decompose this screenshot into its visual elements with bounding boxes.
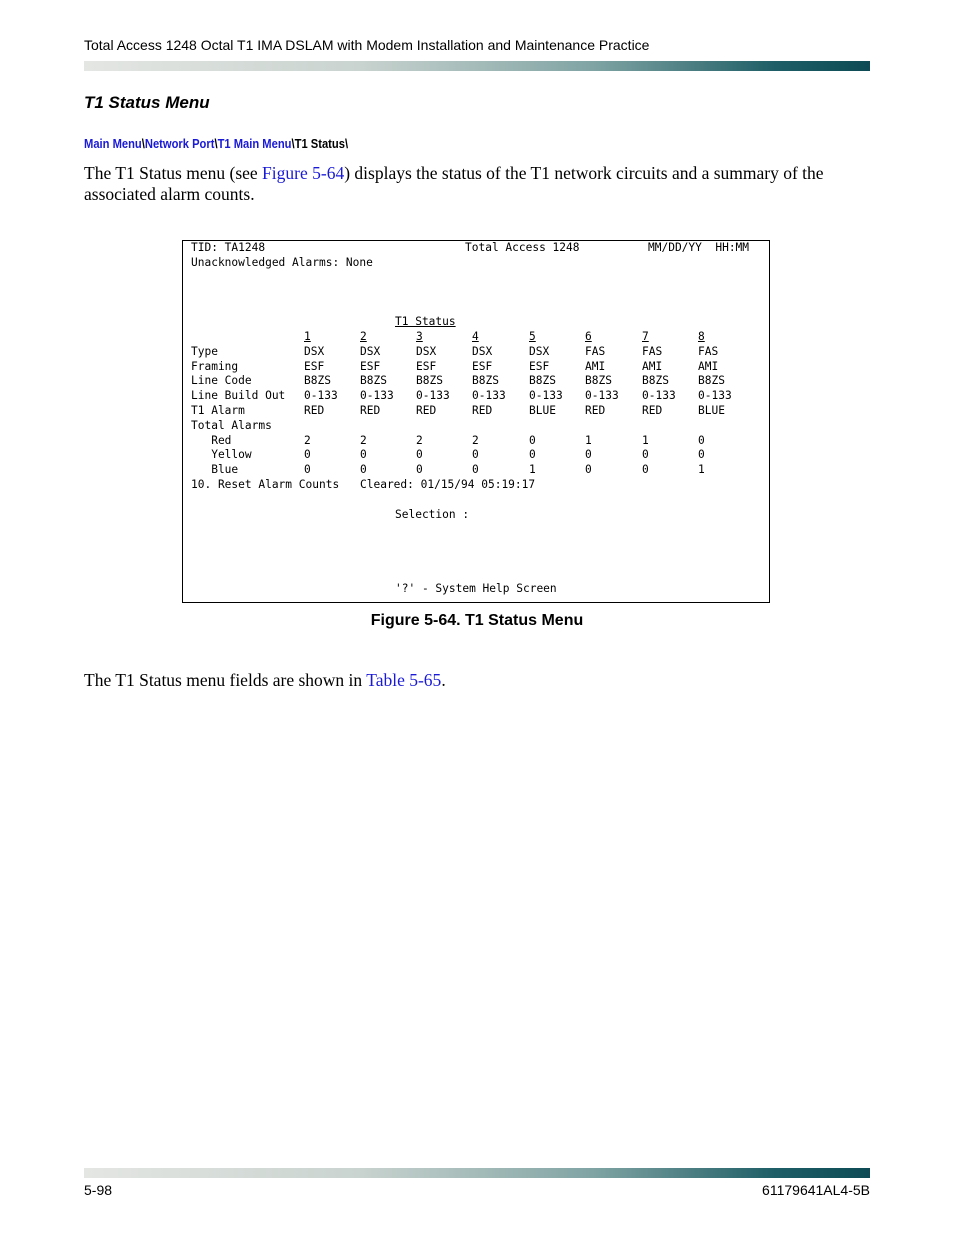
row-value: AMI: [585, 359, 606, 373]
breadcrumb-t1-main-menu[interactable]: T1 Main Menu: [217, 136, 292, 151]
row-value: 0: [529, 448, 536, 462]
terminal-product: Total Access 1248: [465, 241, 580, 254]
row-value: BLUE: [529, 404, 556, 417]
breadcrumb-separator: \: [291, 136, 295, 151]
table-link[interactable]: Table 5-65: [366, 670, 442, 690]
row-value: 1: [698, 463, 705, 477]
row-value: ESF: [416, 359, 437, 373]
row-value: RED: [472, 404, 493, 417]
row-value: 2: [360, 433, 367, 447]
row-value: 0: [304, 463, 311, 477]
page-number: 5-98: [84, 1182, 113, 1198]
row-value: 0: [416, 463, 423, 477]
row-value: ESF: [304, 359, 325, 373]
header-rule: [84, 61, 870, 71]
row-value: 0: [472, 463, 479, 477]
reset-alarm-counts-option[interactable]: 10. Reset Alarm Counts: [191, 478, 340, 491]
row-value: DSX: [304, 344, 325, 358]
row-value: 0: [585, 448, 592, 462]
row-value: RED: [304, 404, 325, 417]
outro-text: The T1 Status menu fields are shown in: [84, 670, 367, 690]
intro-paragraph: [84, 163, 864, 205]
port-header-5: 5: [529, 330, 536, 343]
row-value: 1: [642, 433, 649, 447]
row-label: Line Build Out: [191, 389, 286, 403]
row-value: B8ZS: [360, 374, 387, 388]
row-value: 0: [304, 448, 311, 462]
row-value: 2: [416, 433, 423, 447]
outro-paragraph: [84, 670, 864, 691]
terminal-screen: [182, 240, 770, 603]
row-value: B8ZS: [472, 374, 499, 388]
port-header-1: 1: [304, 330, 311, 343]
row-value: FAS: [585, 344, 606, 358]
row-value: 0-133: [529, 389, 563, 403]
row-value: B8ZS: [642, 374, 669, 388]
row-value: DSX: [472, 344, 493, 358]
row-value: 0-133: [642, 389, 676, 403]
footer-rule: [84, 1168, 870, 1178]
document-number: 61179641AL4-5B: [762, 1182, 870, 1198]
row-value: B8ZS: [585, 374, 612, 388]
cleared-timestamp: Cleared: 01/15/94 05:19:17: [360, 478, 536, 491]
terminal-tid: TID: TA1248: [191, 241, 266, 254]
row-value: 1: [585, 433, 592, 447]
row-value: 0-133: [585, 389, 619, 403]
row-value: 0-133: [304, 389, 338, 403]
port-header-7: 7: [642, 330, 649, 343]
row-value: 0: [360, 463, 367, 477]
intro-text-end: ) displays the status of the T1 network circuits and a summary of the associated alarm counts.: [84, 163, 824, 204]
row-value: 2: [304, 433, 311, 447]
outro-text-end: .: [441, 670, 446, 690]
selection-prompt[interactable]: Selection :: [395, 508, 470, 521]
row-label: Type: [191, 344, 218, 358]
row-label: Total Alarms: [191, 418, 272, 432]
row-value: 0: [698, 433, 705, 447]
port-header-4: 4: [472, 330, 479, 343]
row-value: ESF: [360, 359, 381, 373]
row-value: 0-133: [472, 389, 506, 403]
row-value: 0-133: [698, 389, 732, 403]
row-value: FAS: [698, 344, 719, 358]
row-value: B8ZS: [304, 374, 331, 388]
row-value: 0: [360, 448, 367, 462]
breadcrumb: [84, 136, 348, 151]
port-header-8: 8: [698, 330, 705, 343]
row-value: AMI: [698, 359, 719, 373]
terminal-datetime: MM/DD/YY HH:MM: [648, 241, 750, 254]
row-value: 0: [529, 433, 536, 447]
row-value: B8ZS: [698, 374, 725, 388]
terminal-unack-alarms: Unacknowledged Alarms: None: [191, 256, 373, 269]
row-value: 0: [698, 448, 705, 462]
breadcrumb-current: T1 Status: [294, 136, 345, 151]
breadcrumb-separator: \: [344, 136, 349, 151]
port-header-3: 3: [416, 330, 423, 343]
row-value: DSX: [529, 344, 550, 358]
row-value: 0: [642, 448, 649, 462]
row-value: 0: [642, 463, 649, 477]
row-value: 0: [416, 448, 423, 462]
row-value: ESF: [472, 359, 493, 373]
intro-text: The T1 Status menu (see: [84, 163, 263, 183]
figure-link[interactable]: Figure 5-64: [262, 163, 345, 183]
row-value: BLUE: [698, 404, 725, 417]
row-value: RED: [642, 404, 663, 417]
figure-caption: Figure 5-64. T1 Status Menu: [370, 612, 584, 629]
breadcrumb-separator: \: [141, 136, 145, 151]
row-value: 0: [585, 463, 592, 477]
row-label: T1 Alarm: [191, 404, 245, 417]
breadcrumb-network-port[interactable]: Network Port: [144, 136, 215, 151]
row-value: 2: [472, 433, 479, 447]
row-value: RED: [416, 404, 437, 417]
row-label: Red: [191, 433, 232, 447]
row-value: 1: [529, 463, 536, 477]
row-value: ESF: [529, 359, 550, 373]
row-value: 0-133: [416, 389, 450, 403]
row-value: FAS: [642, 344, 663, 358]
row-label: Blue: [191, 463, 239, 477]
row-value: RED: [585, 404, 606, 417]
row-value: 0: [472, 448, 479, 462]
row-value: B8ZS: [416, 374, 443, 388]
terminal-menu-title: T1 Status: [395, 315, 456, 328]
help-hint: '?' - System Help Screen: [395, 582, 557, 595]
breadcrumb-main-menu[interactable]: Main Menu: [84, 136, 142, 151]
section-title: T1 Status Menu: [84, 93, 210, 112]
port-header-6: 6: [585, 330, 592, 343]
row-label: Framing: [191, 359, 239, 373]
row-value: RED: [360, 404, 381, 417]
document-title: Total Access 1248 Octal T1 IMA DSLAM with Modem Installation and Maintenance Practice: [84, 37, 650, 53]
row-value: DSX: [416, 344, 437, 358]
row-value: B8ZS: [529, 374, 556, 388]
row-value: DSX: [360, 344, 381, 358]
row-value: AMI: [642, 359, 663, 373]
row-label: Line Code: [191, 374, 252, 388]
row-label: Yellow: [191, 448, 252, 462]
port-header-2: 2: [360, 330, 367, 343]
row-value: 0-133: [360, 389, 394, 403]
breadcrumb-separator: \: [214, 136, 218, 151]
